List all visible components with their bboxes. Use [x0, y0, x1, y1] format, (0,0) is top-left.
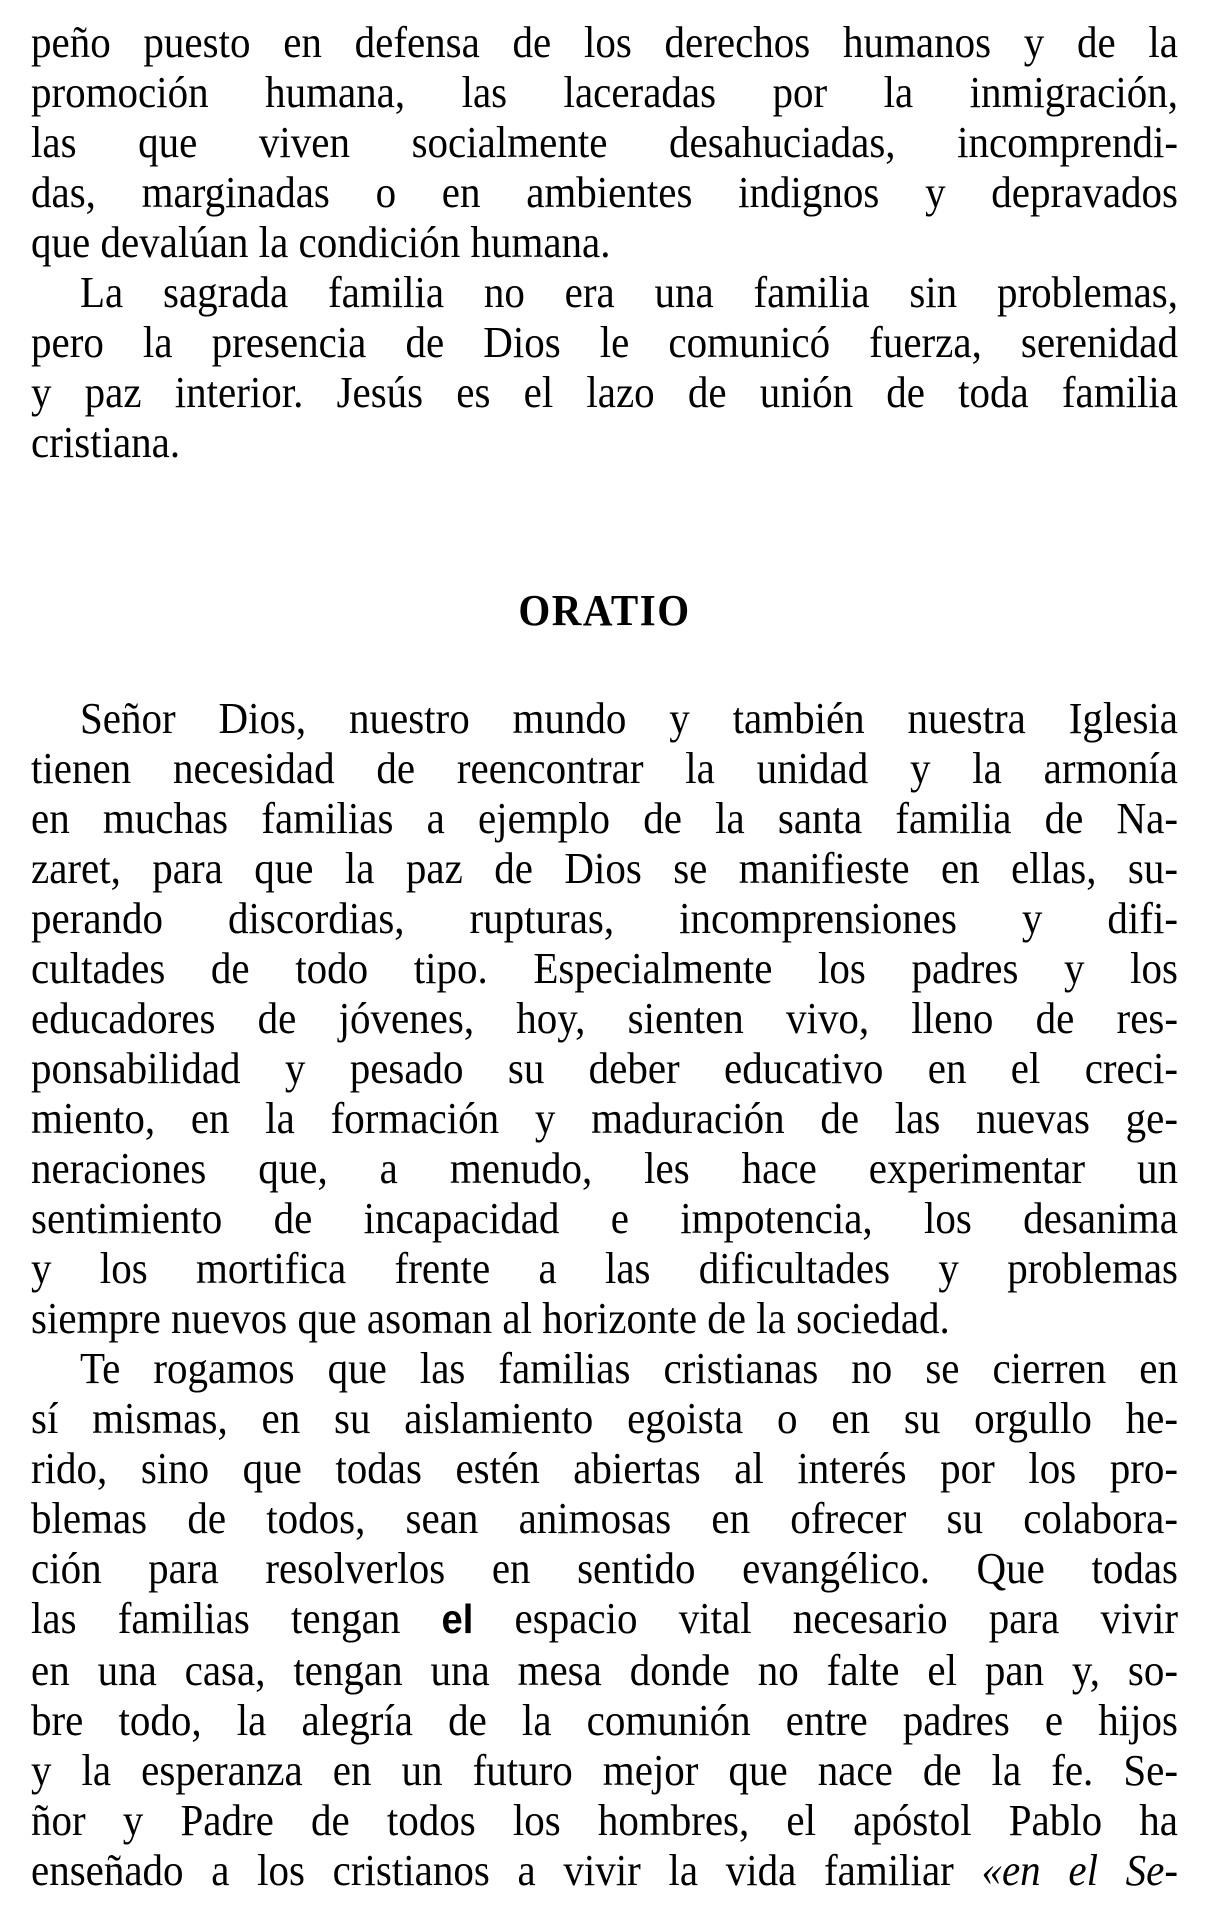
text-run: pero la presencia de Dios le comunicó fuerza, serenidad: [31, 316, 1178, 367]
section-heading: ORATIO: [518, 584, 691, 635]
paragraph: [31, 1343, 1178, 1895]
text-run: promoción humana, las laceradas por la inmigración,: [31, 66, 1178, 117]
text-line: [31, 1341, 1178, 1395]
text-line: [31, 1391, 1178, 1445]
text-line: [31, 691, 1178, 745]
text-line: [31, 1693, 1178, 1747]
text-run: blemas de todos, sean animosas en ofrecer su colabora-: [31, 1492, 1178, 1543]
text-run: cristiana.: [31, 416, 181, 467]
text-line: [31, 841, 1178, 895]
text-line: [31, 1793, 1178, 1847]
text-line: [31, 1291, 1178, 1345]
text-run: educadores de jóvenes, hoy, sienten vivo, lleno de res-: [31, 992, 1178, 1043]
text-line: [31, 1843, 1178, 1897]
text-run: las familias tengan: [31, 1592, 442, 1643]
text-run: bre todo, la alegría de la comunión entre padres e hijos: [31, 1694, 1178, 1745]
text-line: [31, 741, 1178, 795]
text-line: [31, 941, 1178, 995]
text-line: [31, 1643, 1178, 1697]
text-run: sentimiento de incapacidad e impotencia, los desanima: [31, 1192, 1178, 1243]
text-run: ponsabilidad y pesado su deber educativo en el creci-: [31, 1042, 1178, 1093]
text-run: La sagrada familia no era una familia sin problemas,: [80, 266, 1178, 317]
text-run: perando discordias, rupturas, incomprensiones y difi-: [31, 892, 1178, 943]
text-line: [31, 165, 1178, 219]
text-line: [31, 415, 1178, 469]
text-run: las que viven socialmente desahuciadas, incomprendi-: [31, 116, 1178, 167]
italic-quote: «en el Se-: [981, 1844, 1178, 1895]
text-run: peño puesto en defensa de los derechos humanos y de la: [31, 16, 1178, 67]
text-line: [31, 1091, 1178, 1145]
text-line: [31, 1591, 1178, 1647]
text-run: das, marginadas o en ambientes indignos y depravados: [31, 166, 1178, 217]
text-run: enseñado a los cristianos a vivir la vida familiar: [31, 1844, 982, 1895]
text-run: Te rogamos que las familias cristianas no se cierren en: [80, 1342, 1178, 1393]
text-run: zaret, para que la paz de Dios se manifieste en ellas, su-: [31, 842, 1178, 893]
text-line: [31, 365, 1178, 419]
text-run: cultades de todo tipo. Especialmente los padres y los: [31, 942, 1178, 993]
text-line: [31, 215, 1178, 269]
text-line: [31, 1441, 1178, 1495]
text-line: [31, 1141, 1178, 1195]
text-run: neraciones que, a menudo, les hace experimentar un: [31, 1142, 1178, 1193]
text-line: [31, 15, 1178, 69]
text-line: [31, 1541, 1178, 1595]
paragraph: [31, 693, 1178, 1343]
text-run: espacio vital necesario para vivir: [473, 1592, 1178, 1643]
text-line: [31, 65, 1178, 119]
text-run: y la esperanza en un futuro mejor que nace de la fe. Se-: [31, 1744, 1178, 1795]
text-line: [31, 1743, 1178, 1797]
text-run: y los mortifica frente a las dificultades y problemas: [31, 1242, 1178, 1293]
text-run: siempre nuevos que asoman al horizonte de la sociedad.: [31, 1292, 950, 1343]
text-run: ción para resolverlos en sentido evangélico. Que todas: [31, 1542, 1178, 1593]
text-line: [31, 115, 1178, 169]
text-line: [31, 1191, 1178, 1245]
paragraph: [31, 17, 1178, 267]
text-run: rido, sino que todas estén abiertas al interés por los pro-: [31, 1442, 1178, 1493]
text-run: que devalúan la condición humana.: [31, 216, 611, 267]
text-line: [31, 891, 1178, 945]
text-run: sí mismas, en su aislamiento egoista o en su orgullo he-: [31, 1392, 1178, 1443]
text-line: [31, 315, 1178, 369]
emphasized-word: el: [441, 1596, 474, 1643]
text-run: en muchas familias a ejemplo de la santa familia de Na-: [31, 792, 1178, 843]
text-line: [31, 1491, 1178, 1545]
text-run: tienen necesidad de reencontrar la unidad y la armonía: [31, 742, 1178, 793]
text-run: miento, en la formación y maduración de las nuevas ge-: [31, 1092, 1178, 1143]
text-line: [31, 1241, 1178, 1295]
text-run: y paz interior. Jesús es el lazo de unión de toda familia: [31, 366, 1178, 417]
text-line: [31, 1041, 1178, 1095]
text-line: [31, 991, 1178, 1045]
text-run: Señor Dios, nuestro mundo y también nuestra Iglesia: [80, 692, 1178, 743]
text-run: en una casa, tengan una mesa donde no falte el pan y, so-: [31, 1644, 1178, 1695]
text-line: [31, 265, 1178, 319]
text-line: [31, 791, 1178, 845]
text-run: ñor y Padre de todos los hombres, el apóstol Pablo ha: [31, 1794, 1178, 1845]
paragraph: [31, 267, 1178, 467]
page-text: [31, 17, 1178, 1895]
